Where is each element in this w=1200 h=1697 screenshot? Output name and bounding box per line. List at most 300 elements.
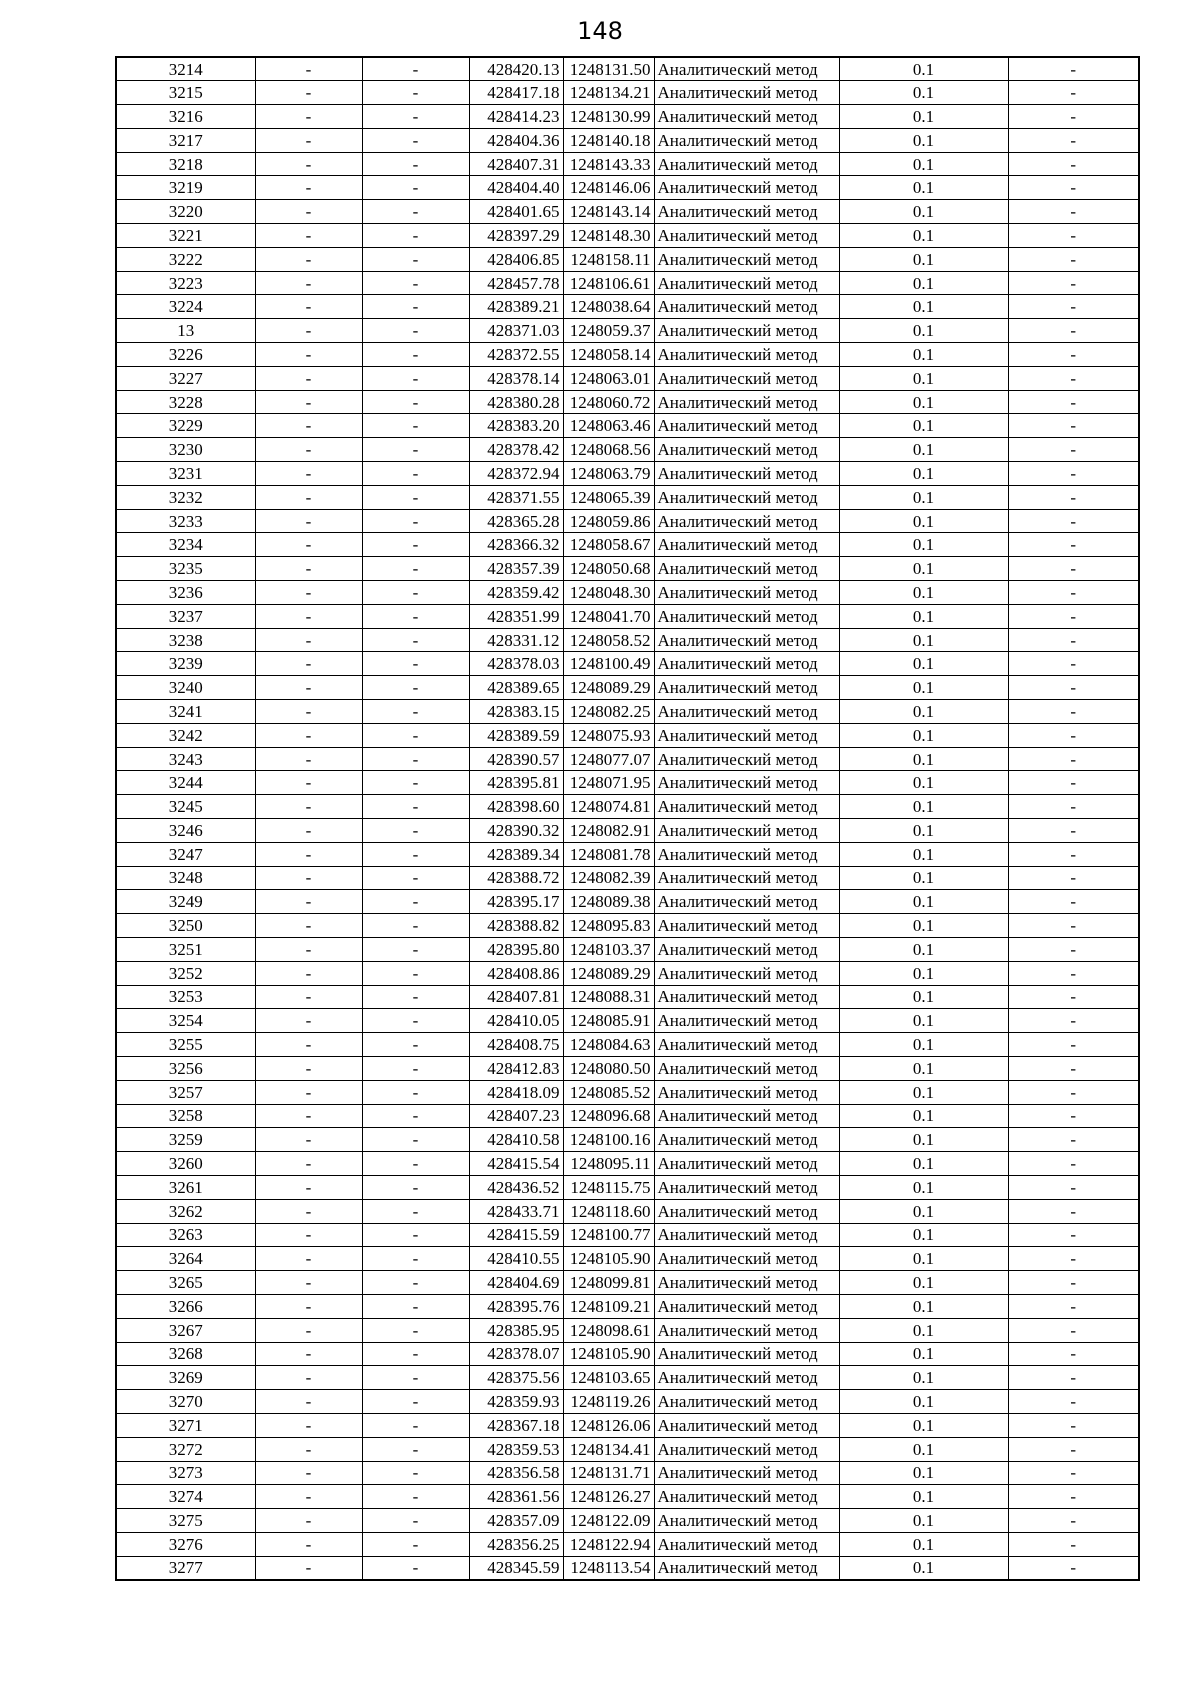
y-coordinate-cell: 1248143.14: [563, 200, 654, 224]
precision-cell: 0.1: [839, 747, 1008, 771]
y-coordinate-cell: 1248122.94: [563, 1532, 654, 1556]
empty-cell: -: [362, 271, 469, 295]
empty-cell: -: [255, 771, 362, 795]
method-cell: Аналитический метод: [654, 628, 839, 652]
note-cell: -: [1008, 414, 1139, 438]
point-number-cell: 3264: [116, 1247, 255, 1271]
method-cell: Аналитический метод: [654, 652, 839, 676]
empty-cell: -: [255, 1128, 362, 1152]
method-cell: Аналитический метод: [654, 1033, 839, 1057]
table-row: [116, 1413, 1139, 1437]
empty-cell: -: [362, 1461, 469, 1485]
empty-cell: -: [255, 1318, 362, 1342]
precision-cell: 0.1: [839, 866, 1008, 890]
table-row: [116, 485, 1139, 509]
empty-cell: -: [255, 1056, 362, 1080]
precision-cell: 0.1: [839, 890, 1008, 914]
empty-cell: -: [255, 1271, 362, 1295]
y-coordinate-cell: 1248099.81: [563, 1271, 654, 1295]
x-coordinate-cell: 428410.58: [469, 1128, 563, 1152]
empty-cell: -: [255, 985, 362, 1009]
table-row: [116, 343, 1139, 367]
x-coordinate-cell: 428433.71: [469, 1199, 563, 1223]
empty-cell: -: [255, 319, 362, 343]
method-cell: Аналитический метод: [654, 1104, 839, 1128]
y-coordinate-cell: 1248063.46: [563, 414, 654, 438]
table-row: [116, 795, 1139, 819]
note-cell: -: [1008, 1104, 1139, 1128]
x-coordinate-cell: 428380.28: [469, 390, 563, 414]
empty-cell: -: [362, 438, 469, 462]
empty-cell: -: [362, 57, 469, 81]
method-cell: Аналитический метод: [654, 1009, 839, 1033]
point-number-cell: 3237: [116, 604, 255, 628]
table-row: [116, 1009, 1139, 1033]
precision-cell: 0.1: [839, 152, 1008, 176]
table-row: [116, 985, 1139, 1009]
y-coordinate-cell: 1248085.91: [563, 1009, 654, 1033]
point-number-cell: 3218: [116, 152, 255, 176]
note-cell: -: [1008, 1461, 1139, 1485]
y-coordinate-cell: 1248146.06: [563, 176, 654, 200]
y-coordinate-cell: 1248103.37: [563, 937, 654, 961]
empty-cell: -: [362, 700, 469, 724]
empty-cell: -: [255, 1294, 362, 1318]
precision-cell: 0.1: [839, 1175, 1008, 1199]
point-number-cell: 3274: [116, 1485, 255, 1509]
table-row: [116, 1294, 1139, 1318]
point-number-cell: 3253: [116, 985, 255, 1009]
y-coordinate-cell: 1248118.60: [563, 1199, 654, 1223]
empty-cell: -: [362, 295, 469, 319]
precision-cell: 0.1: [839, 723, 1008, 747]
x-coordinate-cell: 428407.81: [469, 985, 563, 1009]
point-number-cell: 3249: [116, 890, 255, 914]
precision-cell: 0.1: [839, 105, 1008, 129]
y-coordinate-cell: 1248158.11: [563, 247, 654, 271]
point-number-cell: 3255: [116, 1033, 255, 1057]
x-coordinate-cell: 428406.85: [469, 247, 563, 271]
y-coordinate-cell: 1248068.56: [563, 438, 654, 462]
y-coordinate-cell: 1248065.39: [563, 485, 654, 509]
point-number-cell: 3224: [116, 295, 255, 319]
y-coordinate-cell: 1248095.11: [563, 1152, 654, 1176]
note-cell: -: [1008, 224, 1139, 248]
empty-cell: -: [362, 485, 469, 509]
y-coordinate-cell: 1248088.31: [563, 985, 654, 1009]
y-coordinate-cell: 1248071.95: [563, 771, 654, 795]
method-cell: Аналитический метод: [654, 1128, 839, 1152]
method-cell: Аналитический метод: [654, 485, 839, 509]
precision-cell: 0.1: [839, 81, 1008, 105]
point-number-cell: 3254: [116, 1009, 255, 1033]
note-cell: -: [1008, 57, 1139, 81]
empty-cell: -: [255, 1556, 362, 1580]
table-row: [116, 890, 1139, 914]
note-cell: -: [1008, 152, 1139, 176]
method-cell: Аналитический метод: [654, 1532, 839, 1556]
empty-cell: -: [255, 533, 362, 557]
method-cell: Аналитический метод: [654, 914, 839, 938]
x-coordinate-cell: 428383.15: [469, 700, 563, 724]
point-number-cell: 3265: [116, 1271, 255, 1295]
table-row: [116, 604, 1139, 628]
y-coordinate-cell: 1248122.09: [563, 1509, 654, 1533]
method-cell: Аналитический метод: [654, 1556, 839, 1580]
note-cell: -: [1008, 81, 1139, 105]
table-row: [116, 1390, 1139, 1414]
empty-cell: -: [362, 509, 469, 533]
note-cell: -: [1008, 271, 1139, 295]
point-number-cell: 3257: [116, 1080, 255, 1104]
x-coordinate-cell: 428359.42: [469, 581, 563, 605]
empty-cell: -: [255, 842, 362, 866]
x-coordinate-cell: 428359.93: [469, 1390, 563, 1414]
y-coordinate-cell: 1248082.25: [563, 700, 654, 724]
y-coordinate-cell: 1248095.83: [563, 914, 654, 938]
empty-cell: -: [362, 1056, 469, 1080]
empty-cell: -: [255, 1033, 362, 1057]
y-coordinate-cell: 1248074.81: [563, 795, 654, 819]
empty-cell: -: [255, 128, 362, 152]
precision-cell: 0.1: [839, 57, 1008, 81]
point-number-cell: 3240: [116, 676, 255, 700]
empty-cell: -: [255, 200, 362, 224]
note-cell: -: [1008, 366, 1139, 390]
table-row: [116, 652, 1139, 676]
empty-cell: -: [362, 1485, 469, 1509]
point-number-cell: 3244: [116, 771, 255, 795]
x-coordinate-cell: 428378.07: [469, 1342, 563, 1366]
method-cell: Аналитический метод: [654, 247, 839, 271]
y-coordinate-cell: 1248143.33: [563, 152, 654, 176]
precision-cell: 0.1: [839, 1342, 1008, 1366]
method-cell: Аналитический метод: [654, 319, 839, 343]
table-row: [116, 1104, 1139, 1128]
point-number-cell: 3266: [116, 1294, 255, 1318]
x-coordinate-cell: 428389.21: [469, 295, 563, 319]
empty-cell: -: [362, 652, 469, 676]
note-cell: -: [1008, 319, 1139, 343]
empty-cell: -: [255, 1461, 362, 1485]
method-cell: Аналитический метод: [654, 1390, 839, 1414]
table-row: [116, 152, 1139, 176]
empty-cell: -: [362, 1318, 469, 1342]
point-number-cell: 3235: [116, 557, 255, 581]
point-number-cell: 3273: [116, 1461, 255, 1485]
method-cell: Аналитический метод: [654, 771, 839, 795]
note-cell: -: [1008, 795, 1139, 819]
method-cell: Аналитический метод: [654, 200, 839, 224]
y-coordinate-cell: 1248148.30: [563, 224, 654, 248]
note-cell: -: [1008, 1318, 1139, 1342]
note-cell: -: [1008, 842, 1139, 866]
precision-cell: 0.1: [839, 1390, 1008, 1414]
table-row: [116, 390, 1139, 414]
method-cell: Аналитический метод: [654, 747, 839, 771]
point-number-cell: 3252: [116, 961, 255, 985]
x-coordinate-cell: 428378.03: [469, 652, 563, 676]
method-cell: Аналитический метод: [654, 105, 839, 129]
method-cell: Аналитический метод: [654, 390, 839, 414]
point-number-cell: 3233: [116, 509, 255, 533]
table-row: [116, 1509, 1139, 1533]
method-cell: Аналитический метод: [654, 343, 839, 367]
empty-cell: -: [255, 1223, 362, 1247]
precision-cell: 0.1: [839, 485, 1008, 509]
method-cell: Аналитический метод: [654, 1152, 839, 1176]
note-cell: -: [1008, 533, 1139, 557]
precision-cell: 0.1: [839, 628, 1008, 652]
y-coordinate-cell: 1248089.38: [563, 890, 654, 914]
y-coordinate-cell: 1248059.86: [563, 509, 654, 533]
table-row: [116, 57, 1139, 81]
table-row: [116, 247, 1139, 271]
y-coordinate-cell: 1248048.30: [563, 581, 654, 605]
table-row: [116, 462, 1139, 486]
y-coordinate-cell: 1248109.21: [563, 1294, 654, 1318]
precision-cell: 0.1: [839, 1318, 1008, 1342]
point-number-cell: 3231: [116, 462, 255, 486]
method-cell: Аналитический метод: [654, 961, 839, 985]
empty-cell: -: [255, 105, 362, 129]
y-coordinate-cell: 1248050.68: [563, 557, 654, 581]
point-number-cell: 3269: [116, 1366, 255, 1390]
method-cell: Аналитический метод: [654, 1485, 839, 1509]
point-number-cell: 3251: [116, 937, 255, 961]
precision-cell: 0.1: [839, 1271, 1008, 1295]
point-number-cell: 3268: [116, 1342, 255, 1366]
precision-cell: 0.1: [839, 1437, 1008, 1461]
point-number-cell: 3258: [116, 1104, 255, 1128]
table-row: [116, 1318, 1139, 1342]
table-row: [116, 128, 1139, 152]
method-cell: Аналитический метод: [654, 224, 839, 248]
precision-cell: 0.1: [839, 819, 1008, 843]
table-row: [116, 271, 1139, 295]
note-cell: -: [1008, 1223, 1139, 1247]
point-number-cell: 3259: [116, 1128, 255, 1152]
note-cell: -: [1008, 105, 1139, 129]
note-cell: -: [1008, 1009, 1139, 1033]
note-cell: -: [1008, 628, 1139, 652]
x-coordinate-cell: 428331.12: [469, 628, 563, 652]
y-coordinate-cell: 1248140.18: [563, 128, 654, 152]
empty-cell: -: [362, 1080, 469, 1104]
note-cell: -: [1008, 1437, 1139, 1461]
empty-cell: -: [362, 1128, 469, 1152]
method-cell: Аналитический метод: [654, 890, 839, 914]
method-cell: Аналитический метод: [654, 81, 839, 105]
x-coordinate-cell: 428404.69: [469, 1271, 563, 1295]
precision-cell: 0.1: [839, 247, 1008, 271]
note-cell: -: [1008, 937, 1139, 961]
table-row: [116, 1437, 1139, 1461]
empty-cell: -: [362, 676, 469, 700]
precision-cell: 0.1: [839, 1223, 1008, 1247]
y-coordinate-cell: 1248100.77: [563, 1223, 654, 1247]
y-coordinate-cell: 1248100.49: [563, 652, 654, 676]
empty-cell: -: [362, 1199, 469, 1223]
empty-cell: -: [255, 152, 362, 176]
empty-cell: -: [362, 628, 469, 652]
note-cell: -: [1008, 652, 1139, 676]
note-cell: -: [1008, 723, 1139, 747]
empty-cell: -: [362, 1366, 469, 1390]
x-coordinate-cell: 428365.28: [469, 509, 563, 533]
x-coordinate-cell: 428389.59: [469, 723, 563, 747]
method-cell: Аналитический метод: [654, 1175, 839, 1199]
note-cell: -: [1008, 1128, 1139, 1152]
empty-cell: -: [255, 1009, 362, 1033]
y-coordinate-cell: 1248058.67: [563, 533, 654, 557]
y-coordinate-cell: 1248082.91: [563, 819, 654, 843]
method-cell: Аналитический метод: [654, 271, 839, 295]
point-number-cell: 3239: [116, 652, 255, 676]
y-coordinate-cell: 1248126.06: [563, 1413, 654, 1437]
table-row: [116, 937, 1139, 961]
y-coordinate-cell: 1248059.37: [563, 319, 654, 343]
y-coordinate-cell: 1248058.14: [563, 343, 654, 367]
precision-cell: 0.1: [839, 509, 1008, 533]
note-cell: -: [1008, 1485, 1139, 1509]
precision-cell: 0.1: [839, 1461, 1008, 1485]
point-number-cell: 3270: [116, 1390, 255, 1414]
point-number-cell: 3226: [116, 343, 255, 367]
point-number-cell: 3256: [116, 1056, 255, 1080]
note-cell: -: [1008, 557, 1139, 581]
point-number-cell: 3230: [116, 438, 255, 462]
method-cell: Аналитический метод: [654, 604, 839, 628]
empty-cell: -: [362, 723, 469, 747]
table-row: [116, 723, 1139, 747]
table-row: [116, 1556, 1139, 1580]
empty-cell: -: [362, 1413, 469, 1437]
empty-cell: -: [255, 366, 362, 390]
note-cell: -: [1008, 176, 1139, 200]
empty-cell: -: [362, 961, 469, 985]
point-number-cell: 3222: [116, 247, 255, 271]
y-coordinate-cell: 1248098.61: [563, 1318, 654, 1342]
y-coordinate-cell: 1248130.99: [563, 105, 654, 129]
point-number-cell: 3219: [116, 176, 255, 200]
empty-cell: -: [255, 937, 362, 961]
table-row: [116, 1485, 1139, 1509]
empty-cell: -: [255, 628, 362, 652]
x-coordinate-cell: 428404.40: [469, 176, 563, 200]
precision-cell: 0.1: [839, 1104, 1008, 1128]
point-number-cell: 3217: [116, 128, 255, 152]
precision-cell: 0.1: [839, 700, 1008, 724]
table-row: [116, 1461, 1139, 1485]
method-cell: Аналитический метод: [654, 700, 839, 724]
y-coordinate-cell: 1248085.52: [563, 1080, 654, 1104]
x-coordinate-cell: 428356.25: [469, 1532, 563, 1556]
empty-cell: -: [255, 247, 362, 271]
method-cell: Аналитический метод: [654, 152, 839, 176]
table-row: [116, 1247, 1139, 1271]
x-coordinate-cell: 428351.99: [469, 604, 563, 628]
empty-cell: -: [255, 1175, 362, 1199]
method-cell: Аналитический метод: [654, 533, 839, 557]
y-coordinate-cell: 1248084.63: [563, 1033, 654, 1057]
empty-cell: -: [362, 1271, 469, 1295]
x-coordinate-cell: 428385.95: [469, 1318, 563, 1342]
note-cell: -: [1008, 1390, 1139, 1414]
x-coordinate-cell: 428359.53: [469, 1437, 563, 1461]
point-number-cell: 3250: [116, 914, 255, 938]
table-row: [116, 438, 1139, 462]
point-number-cell: 3236: [116, 581, 255, 605]
x-coordinate-cell: 428395.81: [469, 771, 563, 795]
table-row: [116, 414, 1139, 438]
note-cell: -: [1008, 509, 1139, 533]
method-cell: Аналитический метод: [654, 723, 839, 747]
x-coordinate-cell: 428372.94: [469, 462, 563, 486]
empty-cell: -: [255, 271, 362, 295]
empty-cell: -: [362, 81, 469, 105]
point-number-cell: 3220: [116, 200, 255, 224]
table-row: [116, 319, 1139, 343]
empty-cell: -: [362, 1175, 469, 1199]
method-cell: Аналитический метод: [654, 438, 839, 462]
y-coordinate-cell: 1248075.93: [563, 723, 654, 747]
method-cell: Аналитический метод: [654, 676, 839, 700]
x-coordinate-cell: 428436.52: [469, 1175, 563, 1199]
method-cell: Аналитический метод: [654, 128, 839, 152]
precision-cell: 0.1: [839, 557, 1008, 581]
x-coordinate-cell: 428408.75: [469, 1033, 563, 1057]
table-row: [116, 1033, 1139, 1057]
empty-cell: -: [255, 224, 362, 248]
x-coordinate-cell: 428397.29: [469, 224, 563, 248]
note-cell: -: [1008, 1080, 1139, 1104]
empty-cell: -: [255, 462, 362, 486]
table-row: [116, 819, 1139, 843]
x-coordinate-cell: 428414.23: [469, 105, 563, 129]
empty-cell: -: [255, 485, 362, 509]
x-coordinate-cell: 428357.09: [469, 1509, 563, 1533]
table-row: [116, 628, 1139, 652]
point-number-cell: 3271: [116, 1413, 255, 1437]
empty-cell: -: [255, 1390, 362, 1414]
precision-cell: 0.1: [839, 985, 1008, 1009]
empty-cell: -: [255, 176, 362, 200]
note-cell: -: [1008, 295, 1139, 319]
x-coordinate-cell: 428410.55: [469, 1247, 563, 1271]
method-cell: Аналитический метод: [654, 581, 839, 605]
point-number-cell: 3229: [116, 414, 255, 438]
method-cell: Аналитический метод: [654, 557, 839, 581]
empty-cell: -: [255, 819, 362, 843]
note-cell: -: [1008, 462, 1139, 486]
page-number: 148: [577, 17, 623, 45]
point-number-cell: 3260: [116, 1152, 255, 1176]
precision-cell: 0.1: [839, 1128, 1008, 1152]
table-row: [116, 1128, 1139, 1152]
y-coordinate-cell: 1248060.72: [563, 390, 654, 414]
method-cell: Аналитический метод: [654, 1437, 839, 1461]
y-coordinate-cell: 1248100.16: [563, 1128, 654, 1152]
note-cell: -: [1008, 1556, 1139, 1580]
empty-cell: -: [362, 581, 469, 605]
method-cell: Аналитический метод: [654, 295, 839, 319]
table-row: [116, 842, 1139, 866]
x-coordinate-cell: 428395.76: [469, 1294, 563, 1318]
empty-cell: -: [255, 343, 362, 367]
y-coordinate-cell: 1248080.50: [563, 1056, 654, 1080]
empty-cell: -: [362, 152, 469, 176]
